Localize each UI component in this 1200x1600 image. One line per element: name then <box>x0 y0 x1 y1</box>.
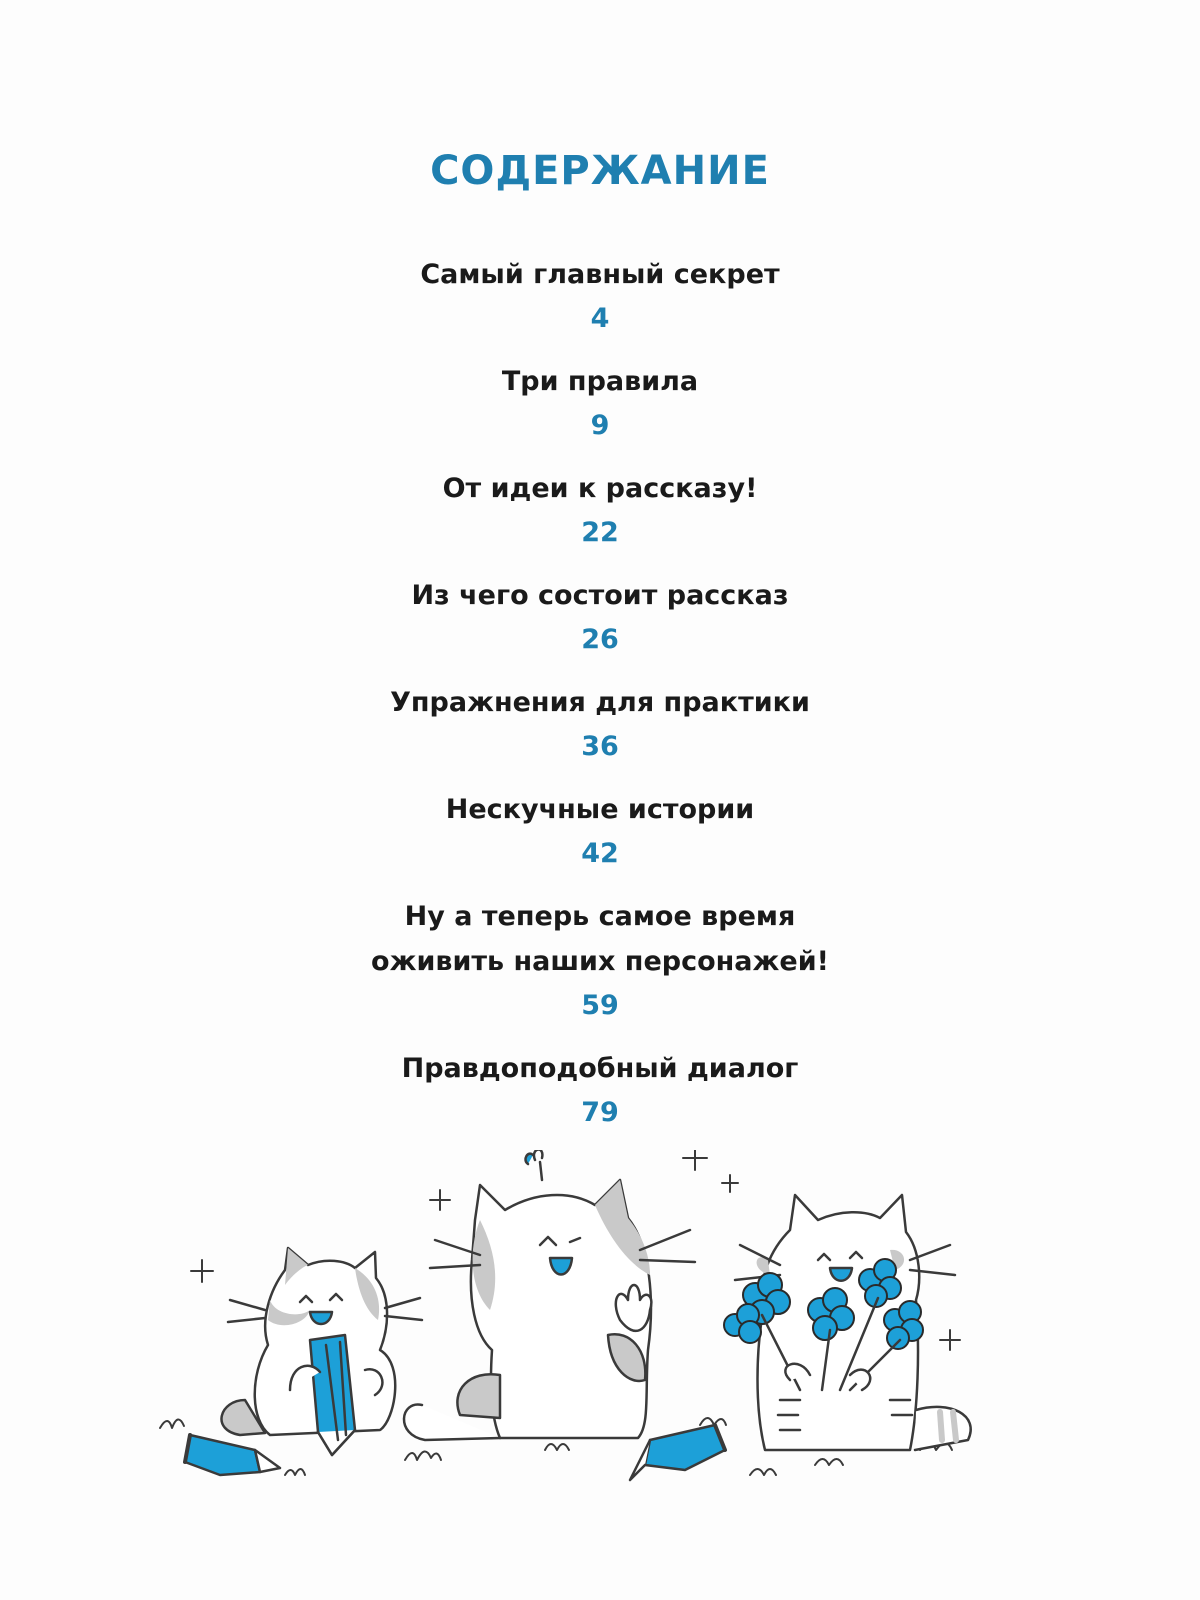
toc-entry-title: Упражнения для практики <box>390 687 810 718</box>
toc-entry-title: Из чего состоит рассказ <box>411 580 789 611</box>
left-cat-icon <box>185 1248 422 1475</box>
table-of-contents <box>0 252 1200 1153</box>
toc-entry-title: Нескучные истории <box>445 794 755 825</box>
toc-entry-page: 4 <box>590 303 610 334</box>
toc-entry[interactable] <box>0 680 1200 768</box>
middle-cat-icon <box>404 1150 725 1480</box>
toc-entry-page: 26 <box>581 624 619 655</box>
toc-entry-page: 36 <box>581 731 619 762</box>
toc-entry-page: 59 <box>581 990 619 1021</box>
toc-entry[interactable] <box>0 466 1200 554</box>
toc-entry[interactable] <box>0 1046 1200 1134</box>
toc-entry-title: Ну а теперь самое время оживить наших персонажей! <box>371 901 829 977</box>
right-cat-icon <box>724 1195 971 1450</box>
toc-entry-page: 42 <box>581 838 619 869</box>
toc-entry-title: Три правила <box>501 366 699 397</box>
page-title: СОДЕРЖАНИЕ <box>430 148 770 194</box>
toc-entry-page: 22 <box>581 517 619 548</box>
toc-entry-title: Самый главный секрет <box>420 259 780 290</box>
toc-entry[interactable] <box>0 573 1200 661</box>
toc-entry-title: От идеи к рассказу! <box>442 473 758 504</box>
toc-entry[interactable] <box>0 359 1200 447</box>
cats-illustration <box>150 1150 1030 1570</box>
toc-entry[interactable] <box>0 894 1200 1027</box>
toc-entry-page: 79 <box>581 1097 619 1128</box>
toc-entry[interactable] <box>0 787 1200 875</box>
toc-entry-title: Правдоподобный диалог <box>401 1053 799 1084</box>
toc-entry-page: 9 <box>590 410 610 441</box>
toc-entry[interactable] <box>0 252 1200 340</box>
